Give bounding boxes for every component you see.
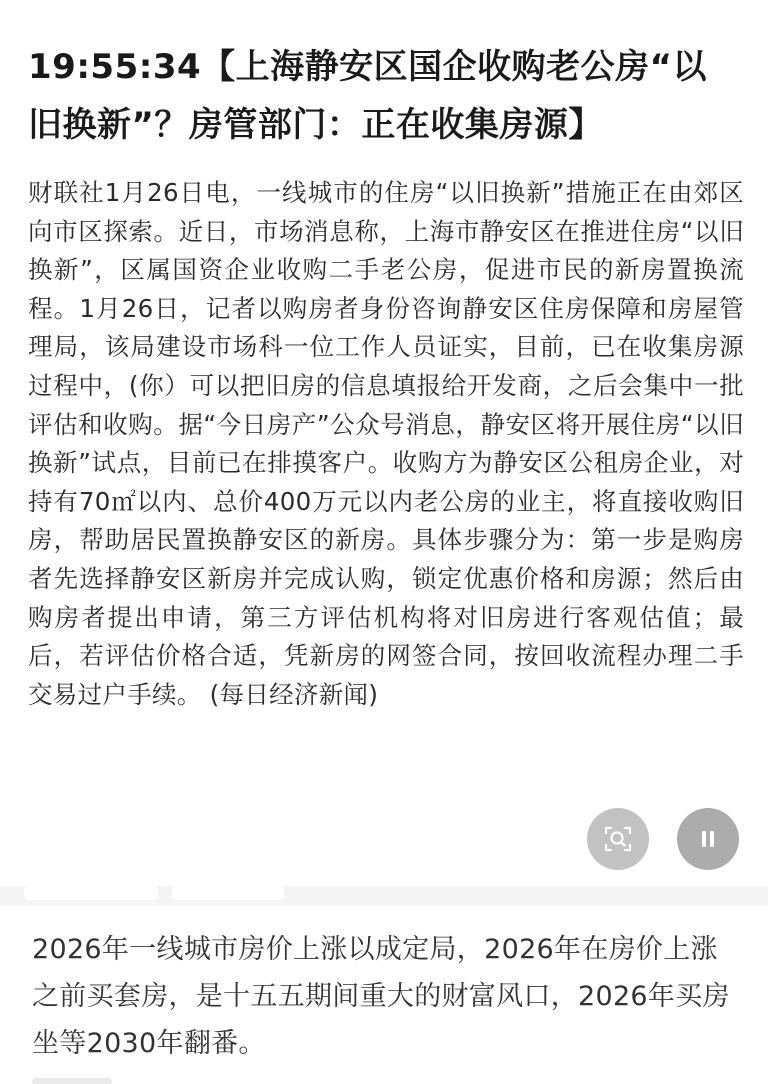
action-bar-placeholder	[0, 886, 768, 908]
article-headline: 19:55:34【上海静安区国企收购老公房“以旧换新”？房管部门：正在收集房源】	[28, 47, 707, 145]
action-placeholder-left	[24, 886, 158, 900]
comment-text: 2026年一线城市房价上涨以成定局，2026年在房价上涨之前买套房，是十五五期间重大的财富风口，2026年买房坐等2030年翻番。	[32, 934, 730, 1059]
pause-icon	[695, 826, 721, 852]
image-search-button[interactable]	[587, 808, 649, 870]
article-body: 财联社1月26日电，一线城市的住房“以旧换新”措施正在由郊区向市区探索。近日，市场消息称，上海市静安区在推进住房“以旧换新”，区属国资企业收购二手老公房，促进市民的新房置换流程。1月26日，记者以购房者身份咨询静安区住房保障和房屋管理局，该局建设市场科一位工作人员证实，目前，已在收集房源过程中，(你）可以把旧房的信息填报给开发商，之后会集中一批评估和收购。据“今日房产”公众号消息，静安区将开展住房“以旧换新”试点，目前已在排摸客户。收购方为静安区公租房企业，对持有70㎡以内、总价400万元以内老公房的业主，将直接收购旧房，帮助居民置换静安区的新房。具体步骤分为：第一步是购房者先选择静安区新房并完成认购，锁定优惠价格和房源；然后由购房者提出申请，第三方评估机构将对旧房进行客观估值；最后，若评估价格合适，凭新房的网签合同，按回收流程办理二手交易过户手续。 (每日经济新闻)	[28, 178, 744, 709]
action-placeholder-right	[172, 886, 284, 900]
image-search-icon	[603, 824, 633, 854]
comment-next-line-fragment	[32, 1078, 112, 1084]
pause-button[interactable]	[677, 808, 739, 870]
comment-card	[0, 906, 768, 1084]
